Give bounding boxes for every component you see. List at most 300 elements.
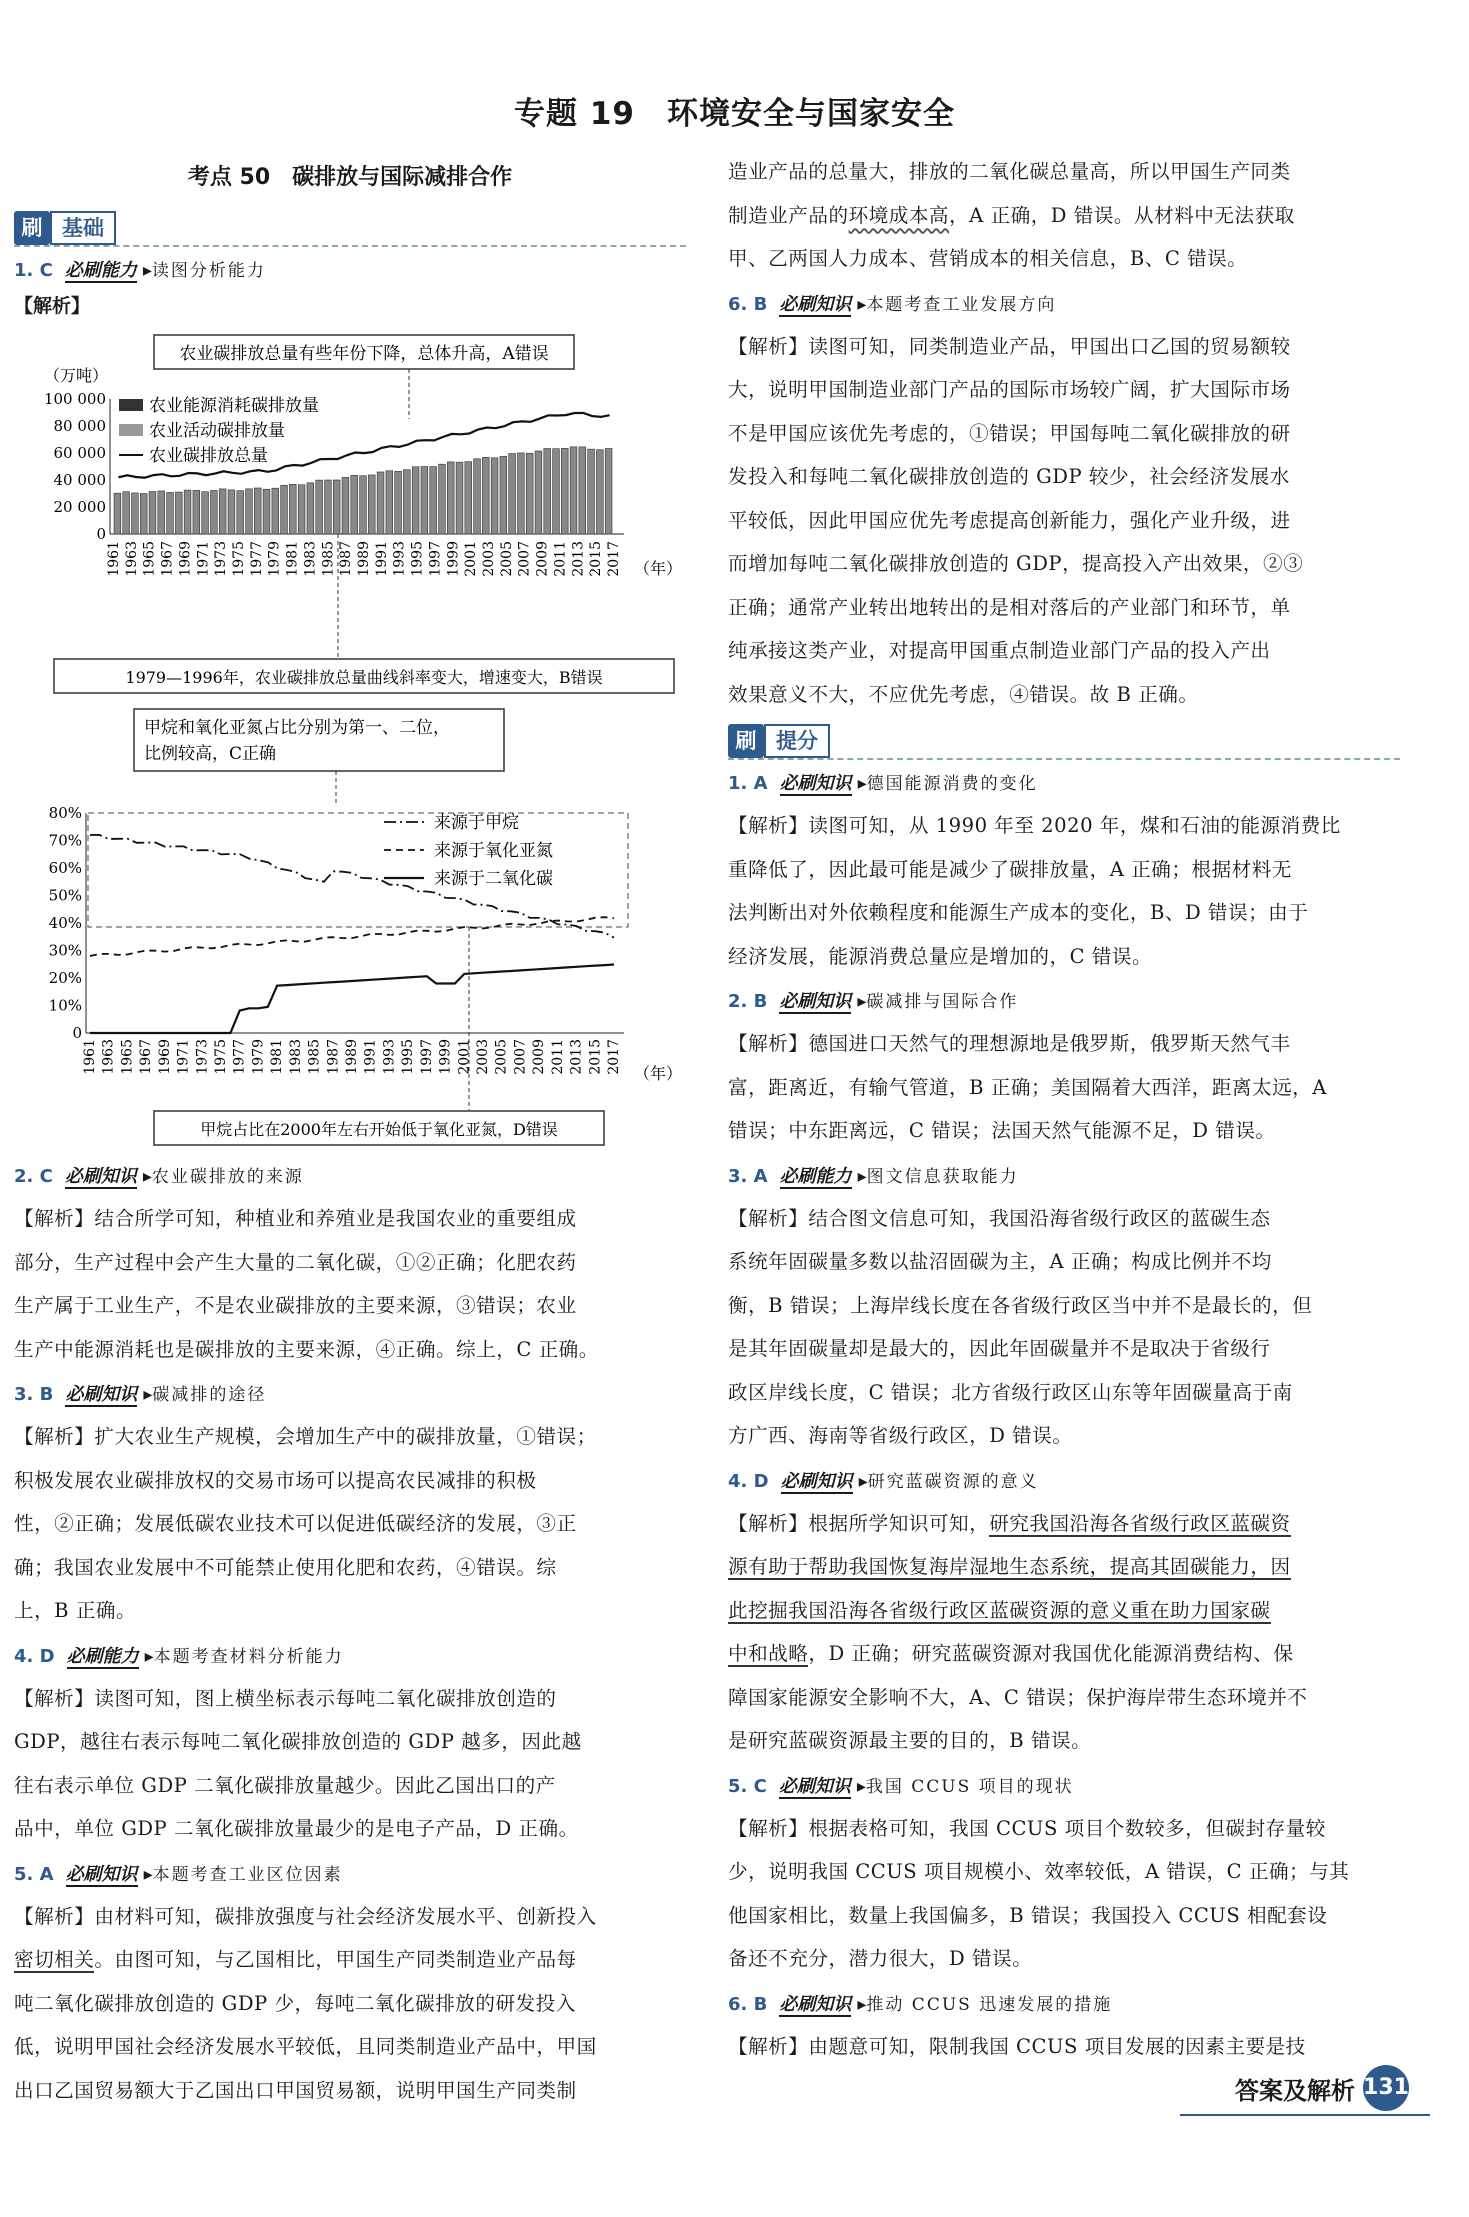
chart2-y-tick: 0 bbox=[72, 1024, 82, 1042]
chart1-bar bbox=[395, 471, 402, 534]
answer-desc: 农业碳排放的来源 bbox=[151, 1167, 304, 1187]
chart2-x-tick: 1979 bbox=[250, 1039, 267, 1075]
chart2-x-tick: 1991 bbox=[362, 1039, 379, 1075]
chart1-bar bbox=[535, 451, 542, 534]
text-line: 低，说明甲国社会经济发展水平较低，且同类制造业产品中，甲国 bbox=[14, 2035, 597, 2058]
text-line: 确；我国农业发展中不可能禁止使用化肥和农药，④错误。综 bbox=[14, 1555, 557, 1579]
answer-desc: 推动 CCUS 迅速发展的措施 bbox=[866, 1994, 1113, 2015]
page-title: 专题 19 环境安全与国家安全 bbox=[514, 96, 955, 132]
answer-tag: 必刷能力 bbox=[66, 1645, 139, 1667]
text-line: 富，距离近，有输气管道，B 正确；美国隔着大西洋，距离太远，A bbox=[728, 1075, 1327, 1099]
answer-desc: 德国能源消费的变化 bbox=[866, 774, 1038, 794]
chart1-x-tick: 1975 bbox=[231, 541, 247, 577]
text-line: 上，B 正确。 bbox=[14, 1599, 137, 1622]
chart2-legend-n2o: 来源于氧化亚氮 bbox=[434, 841, 553, 861]
text-line: 生产中能源消耗也是碳排放的主要来源，④正确。综上，C 正确。 bbox=[14, 1337, 599, 1361]
chart2-x-tick: 1987 bbox=[325, 1039, 342, 1075]
answer-tag: 必刷知识 bbox=[778, 1775, 851, 1797]
left-column bbox=[14, 150, 686, 2112]
question-6-explanation bbox=[728, 325, 1400, 717]
page-footer bbox=[1235, 2065, 1409, 2111]
text-line: 重降低了，因此最可能是减少了碳排放量，A 正确；根据材料无 bbox=[728, 857, 1292, 881]
text-line: 发投入和每吨二氧化碳排放创造的 GDP 较少，社会经济发展水 bbox=[728, 465, 1290, 488]
chart1-x-tick: 1981 bbox=[284, 541, 301, 577]
text-line: 【解析】结合图文信息可知，我国沿海省级行政区的蓝碳生态 bbox=[728, 1206, 1271, 1230]
key-point-underline: 密切相关 bbox=[14, 1948, 95, 1971]
text-line bbox=[728, 1589, 1400, 1633]
answer-desc: 研究蓝碳资源的意义 bbox=[867, 1471, 1039, 1492]
chart1-x-tick: 2005 bbox=[498, 541, 515, 577]
chart2-x-tick: 1993 bbox=[381, 1039, 398, 1075]
text-line: 是其年固碳量却是最大的，因此年固碳量并不是取决于省级行 bbox=[728, 1337, 1271, 1360]
triangle-icon: ▸ bbox=[857, 1993, 867, 2015]
chart2-x-tick: 1977 bbox=[231, 1039, 248, 1075]
answer-desc: 碳减排的途径 bbox=[152, 1385, 267, 1405]
text-segment: ，D 正确；研究蓝碳资源对我国优化能源消费结构、保 bbox=[808, 1642, 1294, 1665]
chart1-x-tick: 1999 bbox=[445, 541, 462, 577]
text-line: 纯承接这类产业，对提高甲国重点制造业部门产品的投入产出 bbox=[728, 639, 1271, 662]
text-line: 衡，B 错误；上海岸线长度在各省级行政区当中并不是最长的，但 bbox=[728, 1293, 1313, 1317]
chart1-bar bbox=[465, 462, 472, 534]
chart2-y-tick: 20% bbox=[48, 969, 82, 987]
chart1-bar bbox=[342, 477, 349, 534]
chart1-bar bbox=[333, 480, 340, 534]
chart1-x-tick: 2017 bbox=[606, 541, 622, 577]
chart1-bar bbox=[246, 489, 253, 534]
chart1-bar bbox=[509, 453, 516, 534]
chart2-legend-co2: 来源于二氧化碳 bbox=[434, 869, 553, 889]
chart2-x-tick: 1975 bbox=[213, 1039, 229, 1075]
chart1-x-tick: 2013 bbox=[570, 541, 587, 577]
chart1-bar bbox=[447, 462, 454, 534]
answer-number: 5. A bbox=[14, 1863, 54, 1885]
chart1-bar bbox=[210, 490, 217, 534]
chart1-bar bbox=[605, 448, 612, 534]
text-line: 障国家能源安全影响不大，A、C 错误；保护海岸带生态环境并不 bbox=[728, 1685, 1308, 1709]
chart1-x-tick: 1995 bbox=[409, 541, 426, 577]
jiexi-label: 【解析】 bbox=[14, 295, 91, 317]
chart1-x-tick: 1987 bbox=[338, 541, 355, 577]
chart1-bar bbox=[167, 492, 174, 534]
chart2-x-tick: 1961 bbox=[82, 1039, 98, 1075]
text-line bbox=[728, 1545, 1400, 1589]
advanced-5-header bbox=[728, 1773, 1400, 1801]
chart1-x-tick: 1985 bbox=[320, 541, 337, 577]
question-5-continued bbox=[728, 150, 1400, 281]
advanced-3-explanation bbox=[728, 1197, 1400, 1458]
text-line: 往右表示单位 GDP 二氧化碳排放量越少。因此乙国出口的产 bbox=[14, 1773, 556, 1797]
chart1-y-tick: 0 bbox=[96, 525, 106, 543]
chart1-bar bbox=[202, 492, 209, 534]
advanced-2-explanation bbox=[728, 1022, 1400, 1153]
chart1-bar bbox=[368, 475, 375, 534]
chart2-x-tick: 1973 bbox=[194, 1039, 211, 1075]
chart2-x-tick: 2015 bbox=[587, 1039, 604, 1075]
chart1-legend-total: 农业碳排放总量 bbox=[149, 446, 268, 466]
answer-tag: 必刷知识 bbox=[64, 1166, 137, 1187]
question-4-header bbox=[14, 1643, 686, 1671]
chart1-x-tick: 2003 bbox=[481, 541, 497, 577]
chart2-x-tick: 2005 bbox=[493, 1039, 510, 1075]
answer-tag: 必刷能力 bbox=[779, 1165, 852, 1187]
advanced-6-explanation bbox=[728, 2025, 1400, 2069]
chart2-x-unit: （年） bbox=[634, 1064, 683, 1083]
text-line: 品中，单位 GDP 二氧化碳排放量最少的是电子产品，D 正确。 bbox=[14, 1817, 579, 1840]
answer-desc: 我国 CCUS 项目的现状 bbox=[865, 1776, 1074, 1797]
triangle-icon: ▸ bbox=[142, 260, 152, 281]
text-line: 生产属于工业生产，不是农业碳排放的主要来源，③错误；农业 bbox=[14, 1294, 577, 1317]
answer-tag: 必刷知识 bbox=[779, 773, 852, 794]
chart1-bar bbox=[307, 483, 314, 534]
chart2-n2o-line bbox=[90, 917, 614, 956]
text-line: 是研究蓝碳资源最主要的目的，B 错误。 bbox=[728, 1729, 1092, 1752]
chart1-x-tick: 2007 bbox=[516, 541, 533, 577]
chart1-bar bbox=[553, 449, 560, 534]
question-3-header bbox=[14, 1381, 686, 1409]
triangle-icon: ▸ bbox=[857, 991, 867, 1012]
text-line bbox=[728, 194, 1400, 238]
answer-tag: 必刷知识 bbox=[65, 1384, 138, 1405]
chart1-x-tick: 1969 bbox=[177, 541, 194, 577]
chart1-y-ticks bbox=[44, 390, 106, 543]
advanced-4-explanation bbox=[728, 1502, 1400, 1763]
chart1-x-tick: 1993 bbox=[391, 541, 408, 577]
key-point-underline: 中和战略 bbox=[728, 1642, 809, 1665]
chart2-y-tick: 80% bbox=[48, 804, 82, 822]
chart1-x-tick: 1965 bbox=[141, 541, 158, 577]
chart2-y-tick: 40% bbox=[48, 914, 82, 932]
advanced-3-header bbox=[728, 1163, 1400, 1191]
chart1-x-tick: 2009 bbox=[534, 541, 551, 577]
key-point-underline: 此挖掘我国沿海各省级行政区蓝碳资源的意义重在助力国家碳 bbox=[728, 1598, 1271, 1622]
triangle-icon: ▸ bbox=[856, 1775, 866, 1797]
answer-desc: 本题考查工业发展方向 bbox=[866, 294, 1057, 315]
answer-number: 2. C bbox=[14, 1166, 53, 1187]
chart2-x-tick: 1989 bbox=[344, 1039, 360, 1075]
answer-number: 3. A bbox=[728, 1165, 768, 1187]
answer-number: 1. A bbox=[728, 773, 768, 794]
chart1-x-tick: 1967 bbox=[159, 541, 176, 577]
chart2-y-tick: 10% bbox=[48, 996, 82, 1015]
text-line: 造业产品的总量大，排放的二氧化碳总量高，所以甲国生产同类 bbox=[728, 160, 1291, 183]
text-line bbox=[728, 1502, 1400, 1546]
key-point-wavy: 环境成本高 bbox=[848, 203, 950, 227]
chart1-bar bbox=[456, 462, 463, 534]
text-line: 少，说明我国 CCUS 项目规模小、效率较低，A 错误，C 正确；与其 bbox=[728, 1860, 1350, 1883]
text-line: 【解析】读图可知，同类制造业产品，甲国出口乙国的贸易额较 bbox=[728, 334, 1291, 358]
question-1-header bbox=[14, 257, 686, 285]
text-line: 部分，生产过程中会产生大量的二氧化碳，①②正确；化肥农药 bbox=[14, 1250, 577, 1274]
brush-icon: 刷 bbox=[728, 724, 764, 758]
text-line: 【解析】由材料可知，碳排放强度与社会经济发展水平、创新投入 bbox=[14, 1904, 597, 1928]
chart2-note-top-line2: 比例较高，C正确 bbox=[144, 744, 277, 764]
chart1-bar bbox=[263, 489, 270, 534]
answer-tag: 必刷知识 bbox=[65, 1863, 138, 1885]
text-segment: 。由图可知，与乙国相比，甲国生产同类制造业产品每 bbox=[94, 1948, 577, 1971]
chart1-bar bbox=[518, 453, 525, 534]
chart1-bar bbox=[281, 485, 288, 534]
text-line bbox=[728, 1632, 1400, 1676]
chart1-bar bbox=[114, 493, 121, 534]
chart1-bar bbox=[237, 491, 244, 534]
answer-desc: 本题考查材料分析能力 bbox=[153, 1646, 344, 1667]
text-line: 吨二氧化碳排放创造的 GDP 少，每吨二氧化碳排放的研发投入 bbox=[14, 1991, 576, 2015]
chart1-bar bbox=[351, 475, 358, 534]
chart1-bar bbox=[588, 449, 595, 534]
chart2-x-tick: 1969 bbox=[156, 1039, 173, 1075]
triangle-icon: ▸ bbox=[144, 1645, 154, 1667]
chart1-legend-energy: 农业能源消耗碳排放量 bbox=[149, 396, 319, 416]
chart2-x-tick: 2013 bbox=[568, 1039, 585, 1075]
chart-agri-emission bbox=[14, 329, 686, 701]
chart1-y-tick: 60 000 bbox=[53, 444, 106, 462]
chart1-bar bbox=[360, 476, 367, 534]
chart1-bar bbox=[140, 493, 147, 534]
chart2-y-tick: 70% bbox=[48, 831, 82, 850]
text-line: 平较低，因此甲国应优先考虑提高创新能力，强化产业升级，进 bbox=[728, 508, 1291, 532]
text-line: 【解析】由题意可知，限制我国 CCUS 项目发展的因素主要是技 bbox=[728, 2034, 1306, 2058]
text-line: 甲、乙两国人力成本、营销成本的相关信息，B、C 错误。 bbox=[728, 247, 1248, 270]
answer-desc: 碳减排与国际合作 bbox=[866, 992, 1019, 1012]
text-line: GDP，越往右表示每吨二氧化碳排放创造的 GDP 越多，因此越 bbox=[14, 1730, 582, 1753]
chart1-bar bbox=[491, 458, 498, 534]
chart2-x-tick: 1971 bbox=[175, 1039, 192, 1075]
text-line: 效果意义不大，不应优先考虑，④错误。故 B 正确。 bbox=[728, 682, 1199, 706]
chart1-bar bbox=[175, 492, 182, 534]
chart1-x-tick: 1979 bbox=[266, 541, 283, 577]
chart1-x-tick: 1989 bbox=[356, 541, 372, 577]
chart1-bar bbox=[570, 447, 577, 534]
text-line: 【解析】扩大农业生产规模，会增加生产中的碳排放量，①错误； bbox=[14, 1425, 597, 1448]
question-6-header bbox=[728, 291, 1400, 319]
chart1-unit: （万吨） bbox=[44, 366, 109, 385]
chart1-y-tick: 80 000 bbox=[53, 417, 106, 435]
right-column bbox=[728, 150, 1400, 2068]
answer-desc: 图文信息获取能力 bbox=[866, 1166, 1019, 1187]
advanced-1-header bbox=[728, 770, 1400, 798]
chart2-x-tick: 2017 bbox=[606, 1039, 622, 1075]
chart1-bar bbox=[386, 471, 393, 534]
chart2-x-tick: 1963 bbox=[100, 1039, 117, 1075]
page-number: 131 bbox=[1363, 2065, 1409, 2111]
answer-tag: 必刷知识 bbox=[779, 293, 852, 315]
text-line: 不是甲国应该优先考虑的，①错误；甲国每吨二氧化碳排放的研 bbox=[728, 421, 1291, 445]
answer-number: 3. B bbox=[14, 1384, 54, 1405]
advanced-2-header bbox=[728, 988, 1400, 1016]
chart1-bar bbox=[403, 470, 410, 534]
text-line bbox=[14, 1938, 686, 1982]
text-line: 政区岸线长度，C 错误；北方省级行政区山东等年固碳量高于南 bbox=[728, 1380, 1293, 1404]
chart1-x-ticks bbox=[106, 541, 622, 577]
text-segment: ，A 正确，D 错误。从材料中无法获取 bbox=[949, 203, 1295, 227]
chart1-bar bbox=[325, 480, 332, 534]
answer-tag: 必刷能力 bbox=[64, 260, 137, 281]
banner-advanced bbox=[728, 722, 1400, 760]
chart1-y-tick: 20 000 bbox=[53, 498, 106, 516]
advanced-6-header bbox=[728, 1991, 1400, 2019]
triangle-icon: ▸ bbox=[143, 1384, 153, 1405]
answer-number: 4. D bbox=[728, 1470, 769, 1492]
text-line: 【解析】读图可知，图上横坐标表示每吨二氧化碳排放创造的 bbox=[14, 1686, 557, 1710]
chart2-x-tick: 2003 bbox=[475, 1039, 491, 1075]
answer-tag: 必刷知识 bbox=[780, 1470, 853, 1492]
answer-tag: 必刷知识 bbox=[779, 991, 852, 1012]
chart1-bar bbox=[526, 453, 533, 534]
text-segment: 制造业产品的 bbox=[728, 203, 849, 227]
chart2-note-bottom: 甲烷占比在2000年左右开始低于氧化亚氮，D错误 bbox=[200, 1120, 558, 1139]
chart1-bar bbox=[377, 472, 384, 534]
triangle-icon: ▸ bbox=[857, 1165, 867, 1187]
chart1-x-tick: 1977 bbox=[248, 541, 265, 577]
chart1-bar bbox=[254, 488, 261, 534]
banner-advanced-label: 提分 bbox=[764, 724, 830, 758]
key-point-underline: 源有助于帮助我国恢复海岸湿地生态系统，提高其固碳能力，因 bbox=[728, 1555, 1291, 1578]
chart2-x-tick: 1967 bbox=[138, 1039, 155, 1075]
chart2-y-tick: 30% bbox=[48, 941, 82, 960]
chart2-x-tick: 2007 bbox=[512, 1039, 529, 1075]
chart1-bar bbox=[228, 490, 235, 534]
advanced-4-header bbox=[728, 1468, 1400, 1496]
chart2-y-tick: 50% bbox=[48, 886, 82, 905]
chart1-y-tick: 100 000 bbox=[43, 390, 106, 408]
answer-number: 6. B bbox=[728, 1993, 768, 2015]
chart1-bar bbox=[596, 450, 603, 534]
chart1-bar bbox=[132, 493, 139, 534]
chart1-x-tick: 2001 bbox=[463, 541, 480, 577]
text-line: 正确；通常产业转出地转出的是相对落后的产业部门和环节，单 bbox=[728, 595, 1291, 619]
answer-number: 6. B bbox=[728, 293, 768, 315]
brush-icon: 刷 bbox=[14, 211, 50, 245]
chart2-x-tick: 1981 bbox=[269, 1039, 286, 1075]
text-line: 备还不充分，潜力很大，D 错误。 bbox=[728, 1947, 1033, 1970]
chart1-bar bbox=[123, 492, 130, 534]
text-line: 大，说明甲国制造业部门产品的国际市场较广阔，扩大国际市场 bbox=[728, 378, 1291, 401]
banner-basic bbox=[14, 209, 686, 247]
text-line: 出口乙国贸易额大于乙国出口甲国贸易额，说明甲国生产同类制 bbox=[14, 2078, 577, 2102]
text-line: 【解析】读图可知，从 1990 年至 2020 年，煤和石油的能源消费比 bbox=[728, 814, 1341, 837]
chart1-legend-swatch-energy bbox=[119, 399, 143, 411]
chart2-x-tick: 1995 bbox=[400, 1039, 417, 1075]
chart1-note-bottom: 1979—1996年，农业碳排放总量曲线斜率变大，增速变大，B错误 bbox=[125, 668, 603, 687]
chart2-co2-line bbox=[90, 965, 614, 1034]
text-line: 【解析】结合所学可知，种植业和养殖业是我国农业的重要组成 bbox=[14, 1207, 577, 1230]
chart1-x-tick: 1973 bbox=[213, 541, 230, 577]
chart2-legend-ch4: 来源于甲烷 bbox=[434, 813, 519, 833]
chart2-x-tick: 1983 bbox=[287, 1039, 304, 1075]
chart1-note-top: 农业碳排放总量有些年份下降，总体升高，A错误 bbox=[179, 344, 549, 364]
chart1-x-tick: 1963 bbox=[123, 541, 140, 577]
chart1-x-tick: 1961 bbox=[106, 541, 122, 577]
footer-divider bbox=[1180, 2114, 1430, 2116]
chart2-x-ticks bbox=[82, 1039, 622, 1075]
chart1-bar bbox=[482, 457, 489, 534]
chart1-x-tick: 1997 bbox=[427, 541, 444, 577]
chart1-bar bbox=[316, 480, 323, 534]
chart1-x-tick: 1991 bbox=[373, 541, 390, 577]
chart2-x-tick: 2009 bbox=[531, 1039, 548, 1075]
chart1-bar bbox=[272, 488, 279, 534]
question-4-explanation bbox=[14, 1677, 686, 1851]
chart-gas-share bbox=[14, 705, 686, 1153]
text-line: 而增加每吨二氧化碳排放创造的 GDP，提高投入产出效果，②③ bbox=[728, 552, 1304, 575]
chart1-x-unit: （年） bbox=[634, 559, 683, 578]
chart2-x-tick: 2011 bbox=[549, 1039, 566, 1075]
text-line: 他国家相比，数量上我国偏多，B 错误；我国投入 CCUS 相配套设 bbox=[728, 1903, 1328, 1927]
chart2-x-tick: 2001 bbox=[456, 1039, 473, 1075]
chart1-x-tick: 1971 bbox=[195, 541, 212, 577]
question-3-explanation bbox=[14, 1415, 686, 1633]
text-line: 积极发展农业碳排放权的交易市场可以提高农民减排的积极 bbox=[14, 1468, 537, 1492]
chart1-bar bbox=[193, 490, 200, 534]
chart1-bar bbox=[474, 459, 481, 534]
advanced-5-explanation bbox=[728, 1807, 1400, 1981]
chart2-x-tick: 1965 bbox=[119, 1039, 136, 1075]
answer-number: 1. C bbox=[14, 260, 53, 281]
text-line: 经济发展，能源消费总量应是增加的，C 错误。 bbox=[728, 944, 1153, 968]
text-line: 系统年固碳量多数以盐沼固碳为主，A 正确；构成比例并不均 bbox=[728, 1250, 1272, 1273]
question-2-header bbox=[14, 1163, 686, 1191]
chart2-x-tick: 1985 bbox=[306, 1039, 323, 1075]
chart1-bar bbox=[184, 490, 191, 534]
chart2-x-tick: 1997 bbox=[418, 1039, 435, 1075]
triangle-icon: ▸ bbox=[857, 293, 867, 315]
chart1-bar bbox=[158, 491, 165, 534]
chart1-bar bbox=[421, 466, 428, 534]
text-line: 方广西、海南等省级行政区，D 错误。 bbox=[728, 1424, 1073, 1447]
chart1-x-tick: 1983 bbox=[302, 541, 319, 577]
answer-desc: 读图分析能力 bbox=[151, 261, 266, 281]
chart2-y-ticks bbox=[49, 804, 82, 1042]
chart1-bar bbox=[412, 467, 419, 534]
text-line: 法判断出对外依赖程度和能源生产成本的变化，B、D 错误；由于 bbox=[728, 901, 1309, 924]
chart1-bar bbox=[561, 448, 568, 534]
chart1-bar bbox=[219, 489, 226, 534]
triangle-icon: ▸ bbox=[857, 773, 867, 794]
chart2-y-tick: 60% bbox=[48, 859, 82, 877]
chart1-bar bbox=[544, 449, 551, 534]
chart1-legend-swatch-activity bbox=[119, 424, 143, 436]
chart1-x-tick: 2011 bbox=[552, 541, 569, 577]
chart2-x-tick: 1999 bbox=[437, 1039, 454, 1075]
answer-tag: 必刷知识 bbox=[779, 1993, 852, 2015]
chart1-bar bbox=[430, 467, 437, 534]
answer-desc: 本题考查工业区位因素 bbox=[152, 1864, 343, 1885]
text-line: 【解析】根据表格可知，我国 CCUS 项目个数较多，但碳封存量较 bbox=[728, 1816, 1326, 1840]
key-point-underline: 研究我国沿海各省级行政区蓝碳资 bbox=[989, 1511, 1291, 1535]
triangle-icon: ▸ bbox=[142, 1166, 152, 1187]
chart1-bar bbox=[439, 464, 446, 534]
question-2-explanation bbox=[14, 1197, 686, 1371]
answer-number: 4. D bbox=[14, 1645, 55, 1667]
text-line: 错误；中东距离远，C 错误；法国天然气能源不足，D 错误。 bbox=[728, 1119, 1276, 1142]
chart1-x-tick: 2015 bbox=[588, 541, 605, 577]
chart1-y-tick: 40 000 bbox=[53, 471, 106, 489]
chart-gas-share-svg bbox=[14, 705, 686, 1153]
question-5-header bbox=[14, 1861, 686, 1889]
chart1-legend-activity: 农业活动碳排放量 bbox=[149, 421, 285, 441]
text-line: 性，②正确；发展低碳农业技术可以促进低碳经济的发展，③正 bbox=[14, 1512, 577, 1535]
chart1-bar bbox=[500, 456, 507, 534]
text-segment: 【解析】根据所学知识可知， bbox=[728, 1511, 990, 1535]
banner-basic-label: 基础 bbox=[50, 211, 116, 245]
section-title: 考点 50 碳排放与国际减排合作 bbox=[187, 165, 513, 190]
footer-label: 答案及解析 bbox=[1235, 2076, 1355, 2105]
chart-agri-emission-svg bbox=[14, 329, 686, 701]
text-line: 【解析】德国进口天然气的理想源地是俄罗斯，俄罗斯天然气丰 bbox=[728, 1032, 1291, 1055]
triangle-icon: ▸ bbox=[143, 1863, 153, 1885]
chart2-note-top-line1: 甲烷和氧化亚氮占比分别为第一、二位， bbox=[144, 718, 450, 738]
advanced-1-explanation bbox=[728, 804, 1400, 978]
